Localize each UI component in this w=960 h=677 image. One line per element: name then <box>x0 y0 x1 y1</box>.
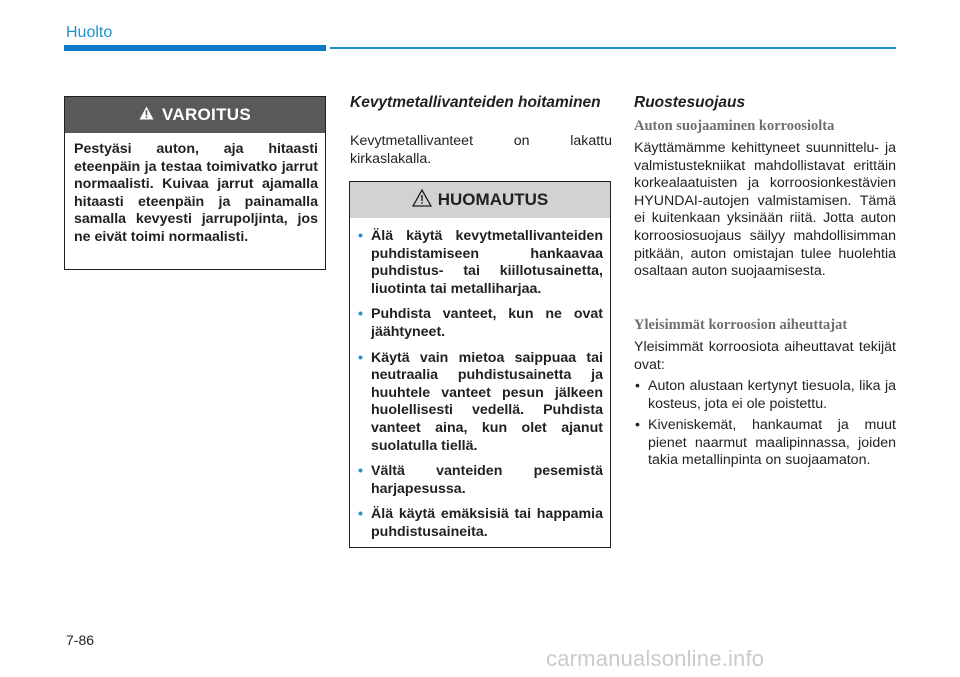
list-item: • Älä käytä emäksisiä tai happamia puhdistusaineita. <box>358 506 603 540</box>
list-item: • Käytä vain mietoa saippuaa tai neutraalia puhdistusainetta ja huuhtele vanteet pesun jälkeen huolellisesti vedellä. Puhdista vanteet aina, kun olet ajanut suolatulla tiellä. <box>358 349 603 454</box>
corrosion-protection-text: Käyttämämme kehittyneet suunnittelu- ja valmistustekniikat mahdollistavat erittäin korkealaatuisten ja korroosionkestävien HYUNDAI-autojen valmistamisen. Tämä ei kuitenkaan yksinään riitä. Jotta auton korroosiosuojaus säilyy mahdollisimman pitkään, auton omistajan tulee huolehtia osaltaan auton suojaamisesta. <box>634 140 896 280</box>
alloy-wheels-text: Kevytmetallivanteet on lakattu kirkaslakalla. <box>350 133 612 167</box>
corrosion-causes-subheading: Yleisimmät korroosion aiheuttajat <box>634 317 848 333</box>
corrosion-causes-list <box>634 378 896 474</box>
alloy-wheels-heading: Kevytmetallivanteiden hoitaminen <box>350 94 601 111</box>
corrosion-protection-subheading: Auton suojaaminen korroosiolta <box>634 118 835 134</box>
notice-list <box>350 218 610 542</box>
warning-triangle-icon <box>139 106 154 125</box>
bullet-icon: • <box>635 378 640 394</box>
bullet-icon: • <box>358 228 363 244</box>
warning-box <box>64 96 326 270</box>
list-item: • Vältä vanteiden pesemistä harjapesussa. <box>358 463 603 497</box>
section-title: Huolto <box>66 24 113 41</box>
notice-header <box>350 182 610 218</box>
header-bar-thick <box>64 45 326 51</box>
warning-text: Pestyäsi auton, aja hitaasti eteenpäin ja testaa toimivatko jarrut normaalisti. Kuivaa jarrut ajamalla hitaasti eteenpäin ja painamalla samalla kevyesti jarrupoljinta, jos ne eivät toimi normaalisti. <box>74 141 318 245</box>
bullet-icon: • <box>358 349 363 366</box>
list-item: • Älä käytä kevytmetallivanteiden puhdistamiseen hankaavaa puhdistus- tai kiillotusainetta, liuotinta tai metalliharjaa. <box>358 228 603 297</box>
warning-title: VAROITUS <box>162 105 251 124</box>
corrosion-causes-intro: Yleisimmät korroosiota aiheuttavat tekijät ovat: <box>634 339 896 373</box>
bullet-icon: • <box>635 417 640 434</box>
list-item: • Kiveniskemät, hankaumat ja muut pienet naarmut maalipinnassa, joiden takia metallinpinta on suojaamaton. <box>635 417 896 469</box>
list-item: • Auton alustaan kertynyt tiesuola, lika ja kosteus, jota ei ole poistettu. <box>635 378 896 412</box>
rust-protection-heading: Ruostesuojaus <box>634 94 746 111</box>
bullet-icon: • <box>358 306 363 323</box>
bullet-icon: • <box>358 506 363 523</box>
watermark: carmanualsonline.info <box>546 646 765 671</box>
page-number: 7-86 <box>66 632 95 648</box>
list-item: • Puhdista vanteet, kun ne ovat jäähtyneet. <box>358 306 603 340</box>
caution-triangle-icon <box>412 189 432 212</box>
notice-box <box>349 181 611 548</box>
warning-header <box>65 97 325 133</box>
bullet-icon: • <box>358 463 363 480</box>
notice-title: HUOMAUTUS <box>437 190 549 209</box>
header-bar-thin <box>330 47 896 49</box>
